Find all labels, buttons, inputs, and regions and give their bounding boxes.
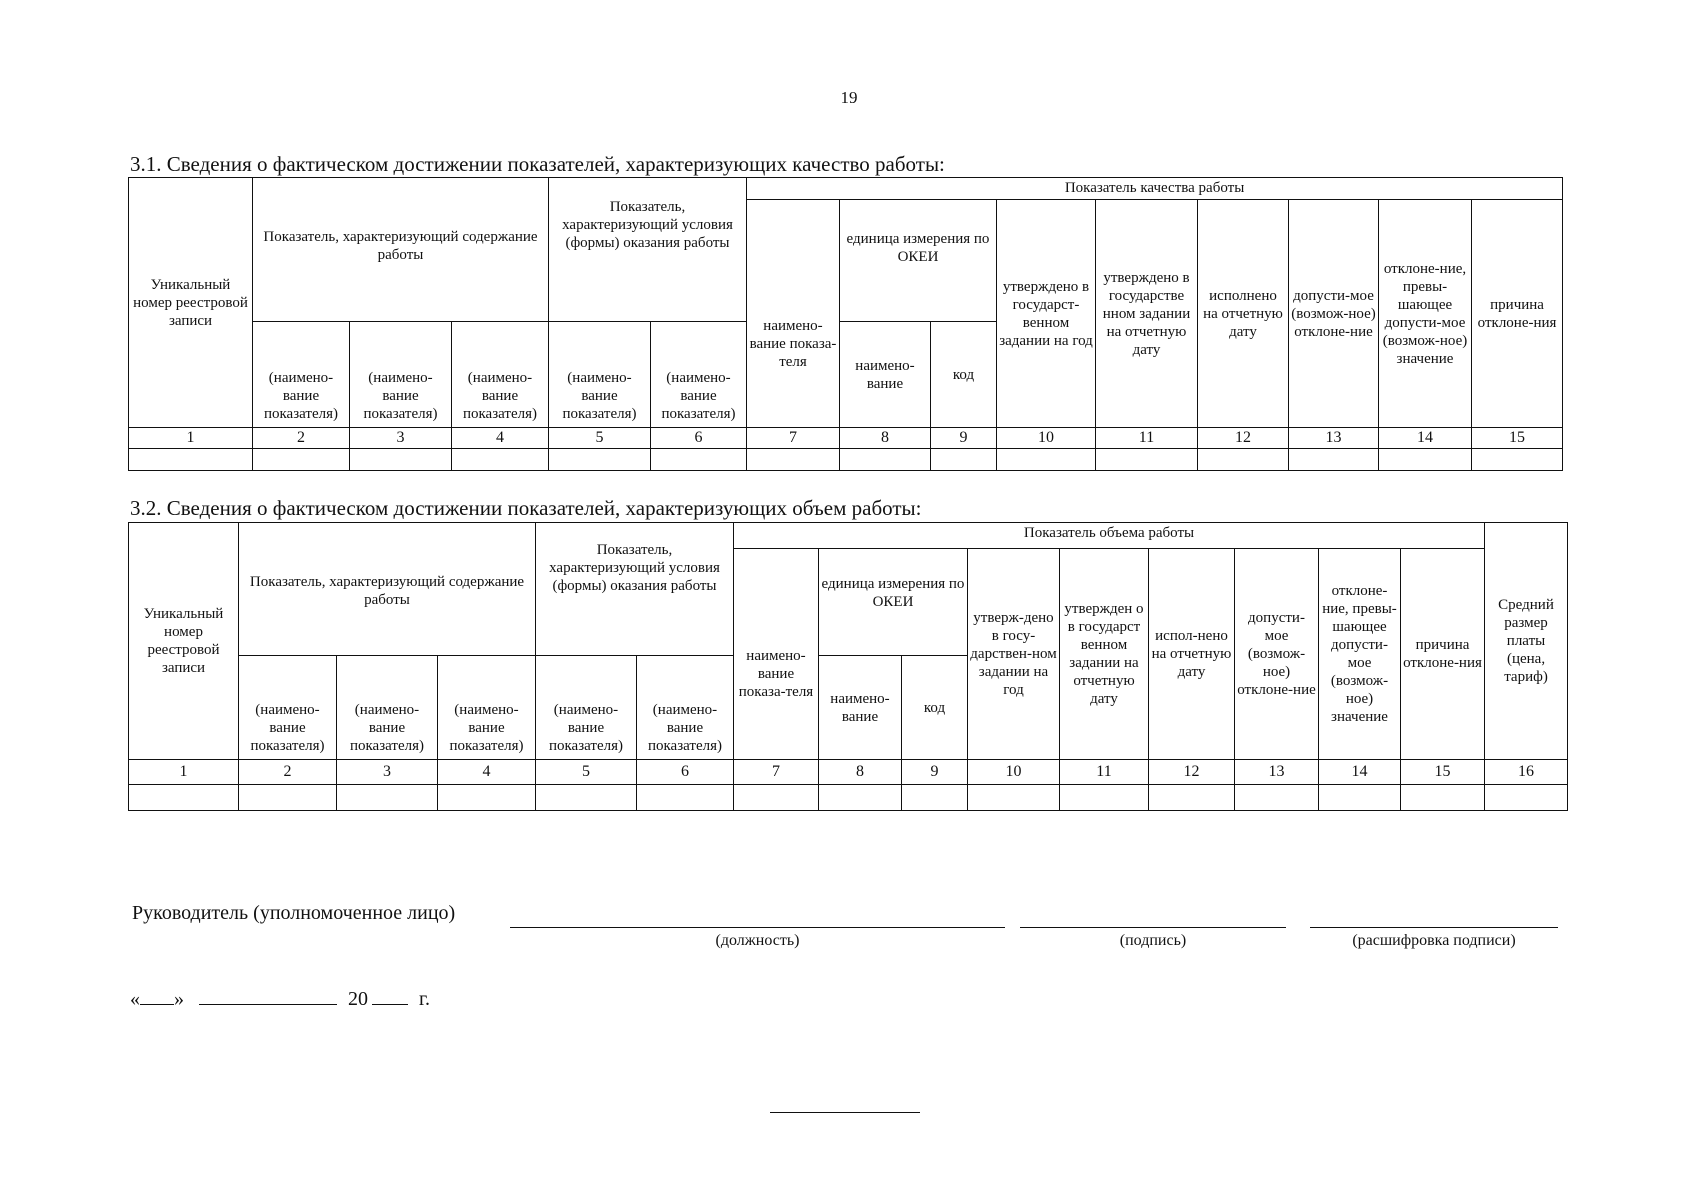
empty-cell[interactable] (1401, 785, 1485, 811)
column-number: 6 (651, 428, 747, 449)
empty-cell[interactable] (1485, 785, 1568, 811)
page-number: 19 (840, 88, 858, 107)
subheader-indicator-name: (наимено-вание показателя) (637, 656, 734, 760)
signature-caption: (подпись) (1119, 932, 1187, 949)
empty-cell[interactable] (651, 449, 747, 471)
column-number-row (129, 428, 1563, 449)
empty-cell[interactable] (734, 785, 819, 811)
column-number: 12 (1198, 428, 1289, 449)
empty-cell[interactable] (1289, 449, 1379, 471)
subheader-indicator-name: (наимено-вание показателя) (651, 322, 747, 428)
column-number: 2 (239, 760, 337, 785)
column-number: 10 (968, 760, 1060, 785)
empty-cell[interactable] (536, 785, 637, 811)
volume-indicators-table (128, 522, 1568, 811)
empty-data-row (129, 785, 1568, 811)
subheader-indicator-name: (наимено-вание показателя) (549, 322, 651, 428)
empty-cell[interactable] (1379, 449, 1472, 471)
end-divider (770, 1112, 920, 1113)
column-number: 14 (1379, 428, 1472, 449)
subheader-indicator-name: (наимено-вание показателя) (239, 656, 337, 760)
empty-data-row (129, 449, 1563, 471)
empty-cell[interactable] (239, 785, 337, 811)
empty-cell[interactable] (1096, 449, 1198, 471)
header-unit-name: наимено-вание (819, 656, 902, 760)
empty-cell[interactable] (1198, 449, 1289, 471)
empty-cell[interactable] (819, 785, 902, 811)
column-number: 13 (1235, 760, 1319, 785)
column-number: 15 (1401, 760, 1485, 785)
header-unit-name: наимено-вание (840, 322, 931, 428)
header-conditions-indicator: Показатель, характеризующий условия (формы) оказания работы (549, 178, 747, 322)
date-field (130, 984, 430, 1011)
column-number: 7 (734, 760, 819, 785)
column-number: 3 (337, 760, 438, 785)
column-number-row (129, 760, 1568, 785)
empty-cell[interactable] (1149, 785, 1235, 811)
header-okei-unit: единица измерения по ОКЕИ (819, 549, 968, 656)
header-indicator-name: наимено-вание показа-теля (747, 200, 840, 428)
year-suffix: г. (419, 988, 430, 1010)
header-approved-report-date: утверждено в государстве нном задании на отчетную дату (1096, 200, 1198, 428)
subheader-indicator-name: (наимено-вание показателя) (536, 656, 637, 760)
header-allowed-deviation: допусти-мое (возмож-ное) отклоне-ние (1289, 200, 1379, 428)
empty-cell[interactable] (1060, 785, 1149, 811)
header-content-indicator: Показатель, характеризующий содержание работы (253, 178, 549, 322)
empty-cell[interactable] (129, 449, 253, 471)
empty-cell[interactable] (350, 449, 452, 471)
column-number: 14 (1319, 760, 1401, 785)
subheader-indicator-name: (наимено-вание показателя) (337, 656, 438, 760)
signer-label: Руководитель (уполномоченное лицо) (132, 902, 456, 924)
empty-cell[interactable] (438, 785, 536, 811)
empty-cell[interactable] (840, 449, 931, 471)
header-approved-year: утверждено в государст-венном задании на год (997, 200, 1096, 428)
header-unit-code: код (931, 322, 997, 428)
column-number: 5 (549, 428, 651, 449)
column-number: 6 (637, 760, 734, 785)
signature-decoding-caption: (расшифровка подписи) (1352, 932, 1516, 949)
year-blank[interactable] (372, 984, 408, 1005)
header-done-report-date: исполнено на отчетную дату (1198, 200, 1289, 428)
empty-cell[interactable] (549, 449, 651, 471)
header-unique-number: Уникальный номер реестровой записи (129, 523, 239, 760)
column-number: 2 (253, 428, 350, 449)
empty-cell[interactable] (253, 449, 350, 471)
day-blank[interactable] (140, 984, 174, 1005)
column-number: 7 (747, 428, 840, 449)
column-number: 9 (902, 760, 968, 785)
signature-line[interactable] (1020, 927, 1286, 928)
header-conditions-indicator: Показатель, характеризующий условия (формы) оказания работы (536, 523, 734, 656)
quality-indicators-table (128, 177, 1563, 471)
header-quality-indicator-group: Показатель качества работы (747, 178, 1563, 200)
column-number: 8 (840, 428, 931, 449)
header-average-payment: Средний размер платы (цена, тариф) (1485, 523, 1568, 760)
header-approved-year: утверж-дено в госу-дарствен-ном задании на год (968, 549, 1060, 760)
column-number: 15 (1472, 428, 1563, 449)
header-okei-unit: единица измерения по ОКЕИ (840, 200, 997, 322)
empty-cell[interactable] (1472, 449, 1563, 471)
empty-cell[interactable] (129, 785, 239, 811)
header-content-indicator: Показатель, характеризующий содержание работы (239, 523, 536, 656)
column-number: 12 (1149, 760, 1235, 785)
date-open-quote: « (130, 988, 140, 1010)
signature-decoding-line[interactable] (1310, 927, 1558, 928)
subheader-indicator-name: (наимено-вание показателя) (253, 322, 350, 428)
header-deviation-reason: причина отклоне-ния (1472, 200, 1563, 428)
empty-cell[interactable] (931, 449, 997, 471)
empty-cell[interactable] (1319, 785, 1401, 811)
column-number: 9 (931, 428, 997, 449)
date-close-quote: » (174, 988, 184, 1010)
header-deviation-reason: причина отклоне-ния (1401, 549, 1485, 760)
column-number: 13 (1289, 428, 1379, 449)
header-volume-indicator-group: Показатель объема работы (734, 523, 1485, 549)
column-number: 8 (819, 760, 902, 785)
header-exceeding-deviation: отклоне-ние, превы-шающее допусти-мое (возмож-ное) значение (1319, 549, 1401, 760)
column-number: 3 (350, 428, 452, 449)
position-signature-line[interactable] (510, 927, 1005, 928)
column-number: 4 (452, 428, 549, 449)
column-number: 16 (1485, 760, 1568, 785)
subheader-indicator-name: (наимено-вание показателя) (438, 656, 536, 760)
column-number: 1 (129, 428, 253, 449)
header-exceeding-deviation: отклоне-ние, превы-шающее допусти-мое (возмож-ное) значение (1379, 200, 1472, 428)
column-number: 11 (1096, 428, 1198, 449)
column-number: 5 (536, 760, 637, 785)
header-done-report-date: испол-нено на отчетную дату (1149, 549, 1235, 760)
column-number: 11 (1060, 760, 1149, 785)
empty-cell[interactable] (968, 785, 1060, 811)
subheader-indicator-name: (наимено-вание показателя) (452, 322, 549, 428)
empty-cell[interactable] (1235, 785, 1319, 811)
header-indicator-name: наимено-вание показа-теля (734, 549, 819, 760)
empty-cell[interactable] (637, 785, 734, 811)
column-number: 4 (438, 760, 536, 785)
empty-cell[interactable] (452, 449, 549, 471)
header-unique-number: Уникальный номер реестровой записи (129, 178, 253, 428)
empty-cell[interactable] (747, 449, 840, 471)
subheader-indicator-name: (наимено-вание показателя) (350, 322, 452, 428)
column-number: 10 (997, 428, 1096, 449)
empty-cell[interactable] (902, 785, 968, 811)
header-approved-report-date: утвержден о в государст венном задании на отчетную дату (1060, 549, 1149, 760)
header-allowed-deviation: допусти-мое (возмож-ное) отклоне-ние (1235, 549, 1319, 760)
quality-section-title: 3.1. Сведения о фактическом достижении показателей, характеризующих качество работы: (130, 152, 945, 176)
empty-cell[interactable] (997, 449, 1096, 471)
position-caption: (должность) (715, 932, 800, 949)
column-number: 1 (129, 760, 239, 785)
year-prefix: 20 (348, 988, 368, 1010)
header-unit-code: код (902, 656, 968, 760)
volume-section-title: 3.2. Сведения о фактическом достижении показателей, характеризующих объем работы: (130, 496, 922, 520)
empty-cell[interactable] (337, 785, 438, 811)
month-blank[interactable] (199, 984, 337, 1005)
